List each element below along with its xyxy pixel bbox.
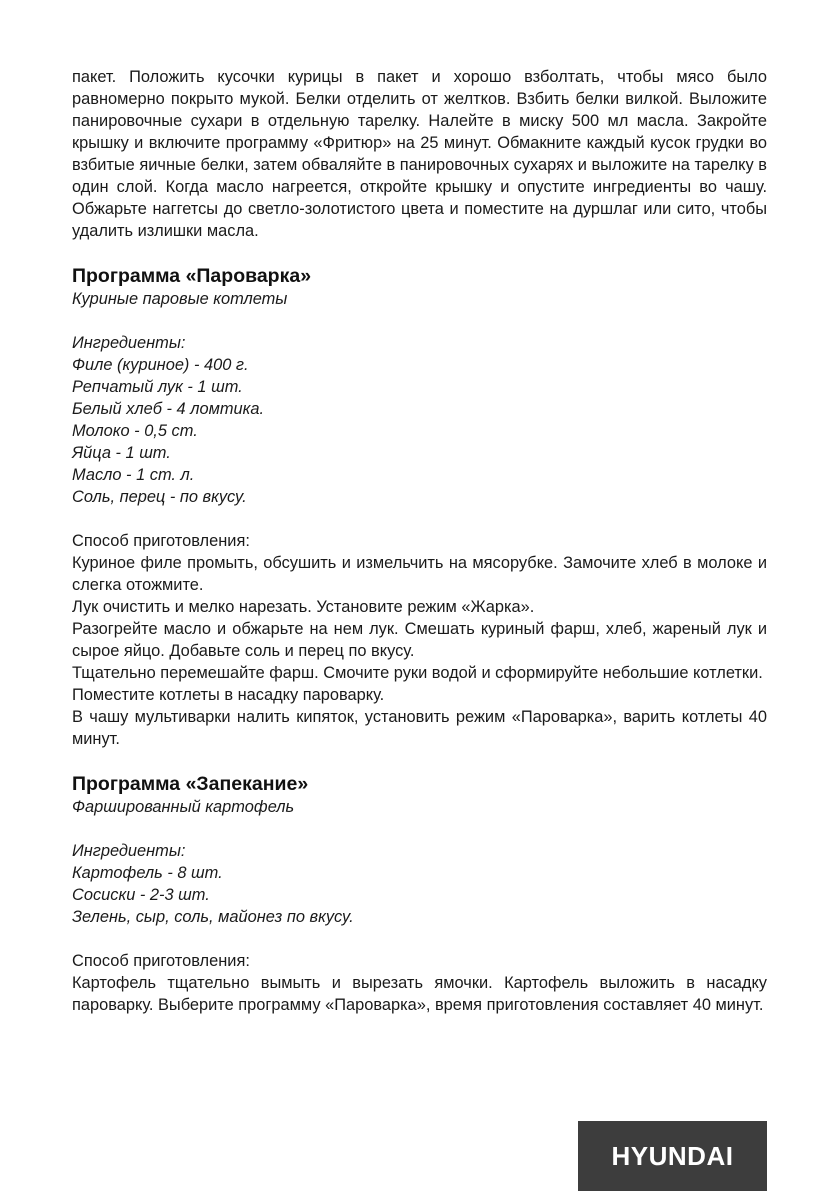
recipe-subtitle-steamer: Куриные паровые котлеты	[72, 290, 288, 308]
ingredient-item: Зелень, сыр, соль, майонез по вкусу.	[72, 908, 354, 926]
ingredient-item: Молоко - 0,5 ст.	[72, 422, 198, 440]
brand-logo-text: HYUNDAI	[611, 1140, 734, 1171]
ingredient-item: Соль, перец - по вкусу.	[72, 488, 247, 506]
intro-paragraph: пакет. Положить кусочки курицы в пакет и хорошо взболтать, чтобы мясо было равномерно покрыто мукой. Белки отделить от желтков. Взбить белки вилкой. Выложите панировочные сухари в отдельную тарелку. Налейте в миску 500 мл масла. Закройте крышку и включите программу «Фритюр» на 25 минут. Обмакните каждый кусок грудки во взбитые яичные белки, затем обваляйте в панировочных сухарях и выложите на тарелку в один слой. Когда масло нагреется, откройте крышку и опустите ингредиенты во чашу. Обжарьте наггетсы до светло-золотистого цвета и поместите на дуршлаг или сито, чтобы удалить излишки масла.	[72, 68, 767, 240]
ingredient-item: Масло - 1 ст. л.	[72, 466, 195, 484]
method-label: Способ приготовления:	[72, 952, 250, 970]
ingredient-item: Белый хлеб - 4 ломтика.	[72, 400, 264, 418]
ingredients-label: Ингредиенты:	[72, 334, 186, 352]
ingredient-item: Картофель - 8 шт.	[72, 864, 223, 882]
brand-logo	[578, 1121, 767, 1191]
method-label: Способ приготовления:	[72, 532, 250, 550]
method-step: В чашу мультиварки налить кипяток, установить режим «Пароварка», варить котлеты 40 минут.	[72, 708, 767, 748]
method-step: Картофель тщательно вымыть и вырезать ямочки. Картофель выложить в насадку пароварку. Выберите программу «Пароварка», время приготовления составляет 40 минут.	[72, 974, 767, 1014]
section-title-baking: Программа «Запекание»	[72, 773, 309, 795]
ingredient-item: Сосиски - 2-3 шт.	[72, 886, 210, 904]
ingredient-item: Филе (куриное) - 400 г.	[72, 356, 249, 374]
method-step: Тщательно перемешайте фарш. Смочите руки водой и сформируйте небольшие котлетки.	[72, 664, 763, 682]
method-step: Поместите котлеты в насадку пароварку.	[72, 686, 385, 704]
ingredient-item: Репчатый лук - 1 шт.	[72, 378, 243, 396]
method-step: Куриное филе промыть, обсушить и измельчить на мясорубке. Замочите хлеб в молоке и слегка отожмите.	[72, 554, 767, 594]
ingredient-item: Яйца - 1 шт.	[72, 444, 171, 462]
ingredients-label: Ингредиенты:	[72, 842, 186, 860]
recipe-subtitle-baking: Фаршированный картофель	[72, 798, 295, 816]
method-step: Лук очистить и мелко нарезать. Установите режим «Жарка».	[72, 598, 535, 616]
section-title-steamer: Программа «Пароварка»	[72, 265, 312, 287]
method-step: Разогрейте масло и обжарьте на нем лук. Смешать куриный фарш, хлеб, жареный лук и сырое яйцо. Добавьте соль и перец по вкусу.	[72, 620, 767, 660]
document-page	[72, 66, 767, 1016]
